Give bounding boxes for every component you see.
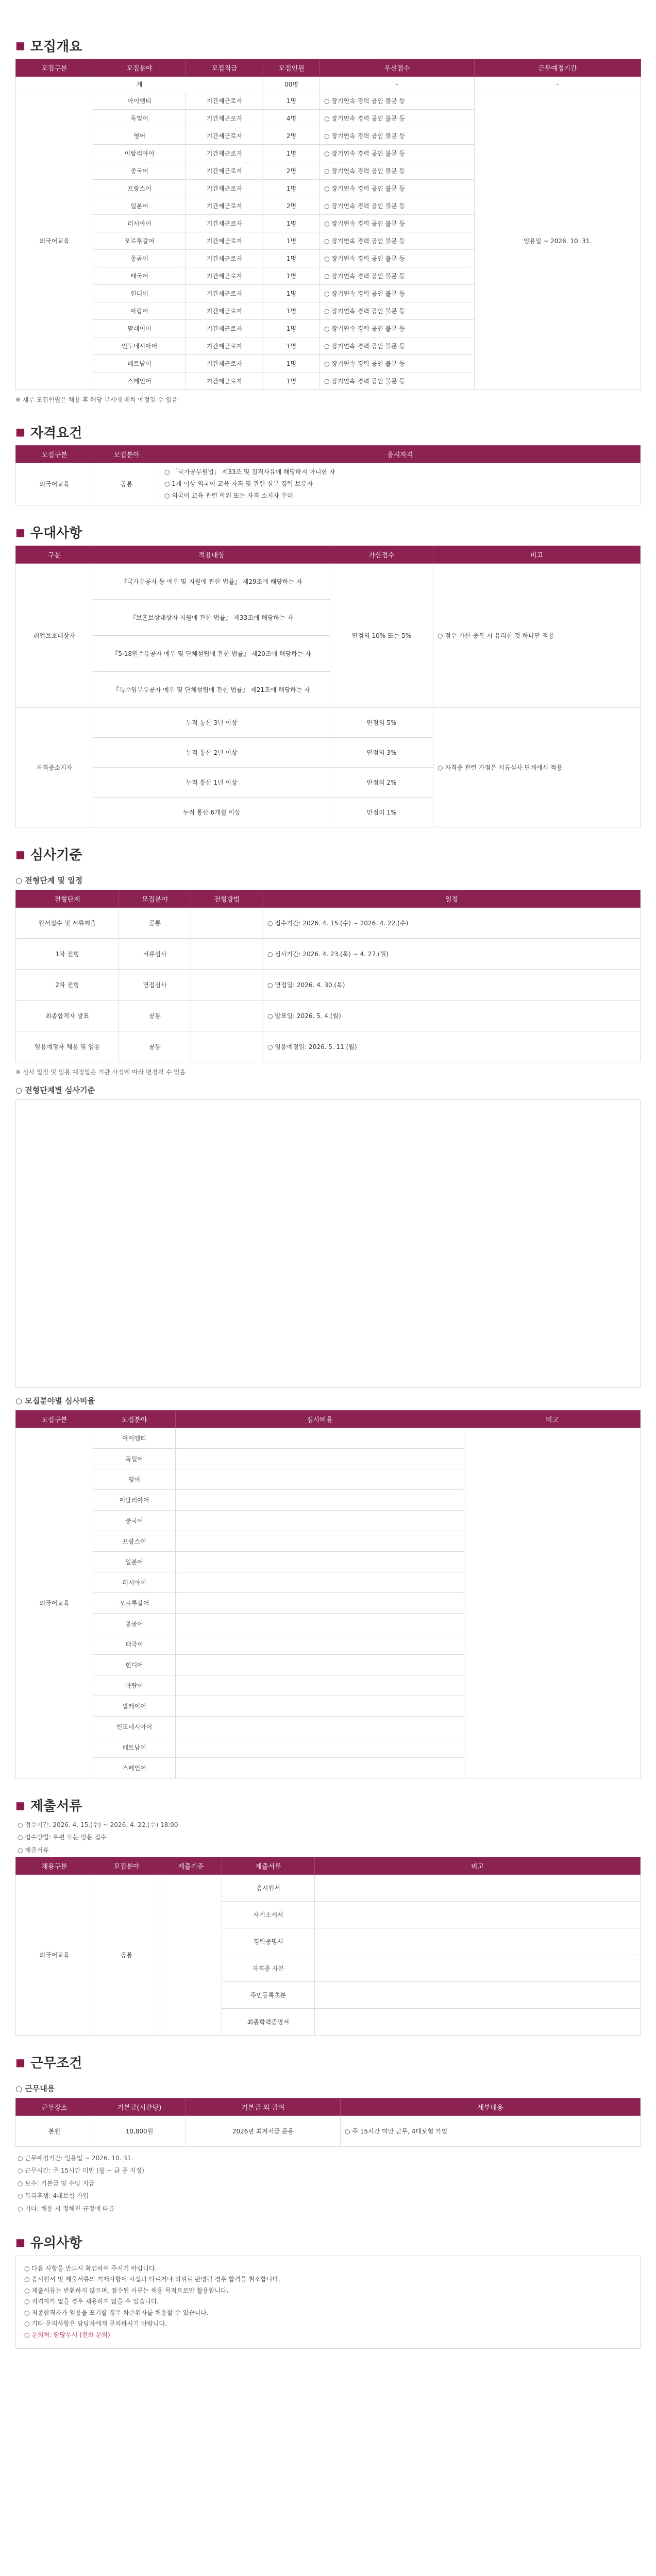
ratio-cell: [176, 1551, 464, 1572]
prefer-item: 누적 통산 6개월 이상: [93, 797, 330, 827]
col-header: 근무장소: [16, 2098, 93, 2115]
ratio-cell: [176, 1572, 464, 1592]
col-header: 전형단계: [16, 890, 119, 907]
priority-cell: ○ 장기연속 경력 공인 불문 등: [320, 215, 475, 232]
stage-method: [191, 907, 263, 938]
table-row: [16, 938, 641, 969]
notes-line: ○ 적격자가 없을 경우 채용하지 않을 수 있습니다.: [24, 2298, 159, 2306]
col-header: 전형방법: [191, 890, 263, 907]
count-cell: 1명: [263, 250, 320, 267]
docs-line: ○ 접수방법: 우편 또는 방문 접수: [18, 1834, 107, 1841]
table-row: [16, 92, 641, 110]
priority-cell: ○ 장기연속 경력 공인 불문 등: [320, 320, 475, 337]
stage-field: 공통: [119, 1000, 191, 1031]
section-title-evaluation: [15, 841, 641, 868]
priority-cell: ○ 장기연속 경력 공인 불문 등: [320, 110, 475, 127]
col-header: 모집인원: [263, 59, 320, 77]
prefer-item: 『5·18민주유공자 예우 및 단체설립에 관한 법률』 제20조에 해당하는 자: [93, 635, 330, 671]
ratio-cell: [176, 1428, 464, 1448]
field-cell: 이탈리아어: [93, 145, 186, 162]
field-cell: 중국어: [93, 162, 186, 180]
stage-schedule: ○ 심사기간: 2026. 4. 23.(목) ~ 4. 27.(월): [263, 938, 641, 969]
work-table: [15, 2098, 641, 2147]
col-header: 응시자격: [160, 446, 641, 463]
total-label: 계: [16, 77, 263, 92]
count-cell: 1명: [263, 180, 320, 197]
grade-cell: 기간제근로자: [186, 197, 263, 215]
section-marker-icon: ■: [15, 526, 25, 538]
section-marker-icon: ■: [15, 1799, 25, 1811]
field-cell: 말레이어: [93, 1696, 176, 1716]
section-marker-icon: ■: [15, 426, 25, 438]
prefer-item: 누적 통산 3년 이상: [93, 707, 330, 737]
stage-schedule: ○ 발표일: 2026. 5. 4.(월): [263, 1000, 641, 1031]
stage-field: 면접심사: [119, 969, 191, 1000]
grade-cell: 기간제근로자: [186, 267, 263, 285]
field-cell: 러시아어: [93, 1572, 176, 1592]
work-subheading: ○ 근무내용: [15, 2083, 55, 2093]
section-marker-icon: ■: [15, 2056, 25, 2069]
work-cell: 10,800원: [93, 2115, 186, 2146]
field-cell: 중국어: [93, 1510, 176, 1531]
priority-cell: ○ 장기연속 경력 공인 불문 등: [320, 92, 475, 110]
field-cell: 힌디어: [93, 285, 186, 302]
notes-line: ○ 응시원서 및 제출서류의 기재사항이 사실과 다르거나 허위로 판명될 경우 합격을 취소합니다.: [24, 2276, 280, 2283]
ratio-table: [15, 1410, 641, 1778]
stage-field: 공통: [119, 1031, 191, 1062]
ratio-remark: [464, 1428, 641, 1778]
grade-cell: 기간제근로자: [186, 180, 263, 197]
count-cell: 2명: [263, 127, 320, 145]
stage-method: [191, 969, 263, 1000]
grade-cell: 기간제근로자: [186, 372, 263, 390]
col-header: 모집구분: [16, 1410, 93, 1428]
qualify-category: 외국어교육: [16, 463, 93, 505]
priority-cell: ○ 장기연속 경력 공인 불문 등: [320, 197, 475, 215]
work-line: ○ 복리후생: 4대보험 가입: [18, 2192, 89, 2200]
docs-name: 자기소개서: [222, 1901, 315, 1928]
docs-line: ○ 제출서류: [18, 1846, 49, 1854]
group-cell: 외국어교육: [16, 92, 93, 390]
prefer-category: 취업보호대상자: [16, 563, 93, 707]
col-header: 모집구분: [16, 446, 93, 463]
col-header: 일정: [263, 890, 641, 907]
eval-subheading: ○ 모집분야별 심사비율: [15, 1396, 95, 1405]
notes-line: ○ 최종합격자가 임용을 포기할 경우 차순위자를 채용할 수 있습니다.: [24, 2309, 209, 2316]
table-row: [16, 907, 641, 938]
col-header: 채용구분: [16, 1857, 93, 1874]
table-row: [16, 1428, 641, 1448]
col-header: 근무예정기간: [475, 59, 641, 77]
prefer-remark: ○ 점수 가산 중복 시 유리한 것 하나만 적용: [433, 563, 641, 707]
field-cell: 아이엠티: [93, 92, 186, 110]
qualify-item: ○ 「국가공무원법」 제33조 및 결격사유에 해당하지 아니한 자: [164, 468, 335, 476]
field-cell: 프랑스어: [93, 180, 186, 197]
field-cell: 힌디어: [93, 1654, 176, 1675]
col-header: 비고: [464, 1410, 641, 1428]
ratio-cell: [176, 1469, 464, 1489]
stage-name: 1차 전형: [16, 938, 119, 969]
section-heading: 유의사항: [30, 2235, 82, 2251]
prefer-score: 만점의 1%: [330, 797, 433, 827]
grade-cell: 기간제근로자: [186, 232, 263, 250]
ratio-cell: [176, 1510, 464, 1531]
table-row: [16, 1031, 641, 1062]
total-priority: -: [320, 77, 475, 92]
docs-line: ○ 접수기간: 2026. 4. 15.(수) ~ 2026. 4. 22.(수) 18:00: [18, 1821, 178, 1828]
field-cell: 아랍어: [93, 302, 186, 320]
field-cell: 인도네시아어: [93, 1716, 176, 1737]
total-count: 00명: [263, 77, 320, 92]
priority-cell: ○ 장기연속 경력 공인 불문 등: [320, 372, 475, 390]
section-heading: 우대사항: [30, 526, 82, 541]
priority-cell: ○ 장기연속 경력 공인 불문 등: [320, 267, 475, 285]
prefer-item: 『국가유공자 등 예우 및 지원에 관한 법률』 제29조에 해당하는 자: [93, 563, 330, 599]
period-cell: 임용일 ~ 2026. 10. 31.: [475, 92, 641, 390]
notes-contact: ○ 문의처: 담당부서 (전화 문의): [24, 2331, 110, 2339]
ratio-cell: [176, 1531, 464, 1551]
notes-box: [15, 2256, 641, 2349]
priority-cell: ○ 장기연속 경력 공인 불문 등: [320, 232, 475, 250]
docs-remark: [315, 1928, 641, 1955]
docs-name: 주민등록초본: [222, 1981, 315, 2008]
section-title-overview: [15, 32, 641, 59]
col-header: 우선접수: [320, 59, 475, 77]
ratio-cell: [176, 1592, 464, 1613]
field-cell: 말레이어: [93, 320, 186, 337]
ratio-cell: [176, 1634, 464, 1654]
docs-name: 응시원서: [222, 1874, 315, 1901]
count-cell: 1명: [263, 302, 320, 320]
count-cell: 1명: [263, 372, 320, 390]
stage-name: 최종합격자 발표: [16, 1000, 119, 1031]
prefer-table: [15, 546, 641, 827]
ratio-cell: [176, 1613, 464, 1634]
count-cell: 1명: [263, 92, 320, 110]
field-cell: 베트남어: [93, 355, 186, 372]
priority-cell: ○ 장기연속 경력 공인 불문 등: [320, 285, 475, 302]
field-cell: 태국어: [93, 1634, 176, 1654]
section-marker-icon: ■: [15, 39, 25, 52]
stage-schedule: ○ 접수기간: 2026. 4. 15.(수) ~ 2026. 4. 22.(수): [263, 907, 641, 938]
priority-cell: ○ 장기연속 경력 공인 불문 등: [320, 250, 475, 267]
priority-cell: ○ 장기연속 경력 공인 불문 등: [320, 145, 475, 162]
prefer-item: 누적 통산 1년 이상: [93, 767, 330, 797]
field-cell: 프랑스어: [93, 1531, 176, 1551]
work-line: ○ 근무시간: 주 15시간 미만 (월 ~ 금 중 지정): [18, 2167, 144, 2175]
count-cell: 1명: [263, 232, 320, 250]
stage-field: 공통: [119, 907, 191, 938]
prefer-score: 만점의 2%: [330, 767, 433, 797]
grade-cell: 기간제근로자: [186, 285, 263, 302]
prefer-item: 『보훈보상대상자 지원에 관한 법률』 제33조에 해당하는 자: [93, 599, 330, 635]
field-cell: 일본어: [93, 1551, 176, 1572]
docs-field: 공통: [93, 1874, 160, 2035]
docs-remark: [315, 2008, 641, 2035]
col-header: 기본급 외 급여: [186, 2098, 341, 2115]
field-cell: 몽골어: [93, 1613, 176, 1634]
notes-line: ○ 다음 사항을 반드시 확인하여 주시기 바랍니다.: [24, 2264, 157, 2272]
work-line: ○ 기타: 채용 시 정해진 규정에 따름: [18, 2205, 115, 2212]
grade-cell: 기간제근로자: [186, 110, 263, 127]
docs-name: 자격증 사본: [222, 1955, 315, 1981]
docs-intro: [15, 1819, 641, 1857]
table-row: [16, 1874, 641, 1901]
qualify-item: ○ 1개 이상 외국어 교육 자격 및 관련 실무 경력 보유자: [164, 480, 313, 487]
field-cell: 스페인어: [93, 372, 186, 390]
field-cell: 베트남어: [93, 1737, 176, 1757]
recruit-table: [15, 59, 641, 390]
section-heading: 심사기준: [30, 848, 82, 863]
section-title-qualification: [15, 418, 641, 445]
eval-note: ※ 심사 일정 및 임용 예정일은 기관 사정에 따라 변경될 수 있음: [15, 1068, 186, 1076]
docs-type: 외국어교육: [16, 1874, 93, 2035]
prefer-score: 만점의 3%: [330, 737, 433, 767]
ratio-cell: [176, 1716, 464, 1737]
section-title-work: [15, 2049, 641, 2076]
grade-cell: 기간제근로자: [186, 250, 263, 267]
field-cell: 태국어: [93, 267, 186, 285]
eval-subheading: ○ 전형단계별 심사기준: [15, 1085, 95, 1095]
group-cell: 외국어교육: [16, 1428, 93, 1778]
count-cell: 1명: [263, 337, 320, 355]
count-cell: 2명: [263, 162, 320, 180]
work-line: ○ 근무예정기간: 임용일 ~ 2026. 10. 31.: [18, 2154, 133, 2162]
section-heading: 모집개요: [30, 39, 82, 55]
prefer-score: 만점의 5%: [330, 707, 433, 737]
docs-name: 최종학력증명서: [222, 2008, 315, 2035]
field-cell: 스페인어: [93, 1757, 176, 1778]
docs-remark: [315, 1901, 641, 1928]
count-cell: 2명: [263, 197, 320, 215]
grade-cell: 기간제근로자: [186, 162, 263, 180]
count-cell: 1명: [263, 267, 320, 285]
prefer-score: 만점의 10% 또는 5%: [330, 563, 433, 707]
ratio-cell: [176, 1696, 464, 1716]
stage-schedule: ○ 임용예정일: 2026. 5. 11.(월): [263, 1031, 641, 1062]
stage-schedule: ○ 면접일: 2026. 4. 30.(목): [263, 969, 641, 1000]
col-header: 모집구분: [16, 59, 93, 77]
ratio-cell: [176, 1654, 464, 1675]
work-list: [15, 2152, 641, 2215]
docs-remark: [315, 1981, 641, 2008]
col-header: 제출기준: [160, 1857, 222, 1874]
col-header: 세부내용: [341, 2098, 641, 2115]
grade-cell: 기간제근로자: [186, 320, 263, 337]
col-header: 모집분야: [93, 1410, 176, 1428]
col-header: 모집분야: [93, 59, 186, 77]
section-marker-icon: ■: [15, 848, 25, 860]
count-cell: 1명: [263, 215, 320, 232]
field-cell: 이탈리아어: [93, 1489, 176, 1510]
priority-cell: ○ 장기연속 경력 공인 불문 등: [320, 355, 475, 372]
docs-table: [15, 1857, 641, 2036]
col-header: 가산점수: [330, 546, 433, 563]
field-cell: 포르투갈어: [93, 1592, 176, 1613]
work-cell: 2026년 최저시급 준용: [186, 2115, 341, 2146]
ratio-cell: [176, 1448, 464, 1469]
grade-cell: 기간제근로자: [186, 215, 263, 232]
prefer-remark: ○ 자격증 관련 가점은 서류심사 단계에서 적용: [433, 707, 641, 827]
col-header: 적용대상: [93, 546, 330, 563]
priority-cell: ○ 장기연속 경력 공인 불문 등: [320, 337, 475, 355]
field-cell: 영어: [93, 1469, 176, 1489]
col-header: 모집분야: [93, 446, 160, 463]
grade-cell: 기간제근로자: [186, 145, 263, 162]
col-header: 모집분야: [119, 890, 191, 907]
count-cell: 1명: [263, 355, 320, 372]
docs-basis: [160, 1874, 222, 2035]
ratio-cell: [176, 1737, 464, 1757]
ratio-cell: [176, 1489, 464, 1510]
col-header: 모집분야: [93, 1857, 160, 1874]
col-header: 기본급(시간당): [93, 2098, 186, 2115]
col-header: 모집직급: [186, 59, 263, 77]
ratio-cell: [176, 1675, 464, 1696]
field-cell: 일본어: [93, 197, 186, 215]
priority-cell: ○ 장기연속 경력 공인 불문 등: [320, 162, 475, 180]
prefer-item: 『특수임무유공자 예우 및 단체설립에 관한 법률』 제21조에 해당하는 자: [93, 671, 330, 707]
field-cell: 러시아어: [93, 215, 186, 232]
criteria-box: [15, 1099, 641, 1388]
docs-remark: [315, 1874, 641, 1901]
field-cell: 몽골어: [93, 250, 186, 267]
stage-method: [191, 1000, 263, 1031]
total-period: -: [475, 77, 641, 92]
stage-name: 2차 전형: [16, 969, 119, 1000]
work-cell: 본원: [16, 2115, 93, 2146]
col-header: 심사비율: [176, 1410, 464, 1428]
section-heading: 근무조건: [30, 2056, 82, 2072]
qualify-item: ○ 외국어 교육 관련 학위 또는 자격 소지자 우대: [164, 492, 293, 499]
qualify-table: [15, 445, 641, 505]
field-cell: 아이엠티: [93, 1428, 176, 1448]
col-header: 비고: [433, 546, 641, 563]
count-cell: 4명: [263, 110, 320, 127]
field-cell: 아랍어: [93, 1675, 176, 1696]
docs-name: 경력증명서: [222, 1928, 315, 1955]
priority-cell: ○ 장기연속 경력 공인 불문 등: [320, 127, 475, 145]
grade-cell: 기간제근로자: [186, 337, 263, 355]
qualify-field: 공통: [93, 463, 160, 505]
col-header: 구분: [16, 546, 93, 563]
section-title-preference: [15, 519, 641, 546]
count-cell: 1명: [263, 145, 320, 162]
notes-line: ○ 기타 문의사항은 담당자에게 문의하시기 바랍니다.: [24, 2320, 167, 2328]
grade-cell: 기간제근로자: [186, 355, 263, 372]
section-title-documents: [15, 1792, 641, 1819]
count-cell: 1명: [263, 320, 320, 337]
stage-name: 임용예정자 채용 및 임용: [16, 1031, 119, 1062]
grade-cell: 기간제근로자: [186, 127, 263, 145]
priority-cell: ○ 장기연속 경력 공인 불문 등: [320, 180, 475, 197]
work-line: ○ 보수: 기본급 및 수당 지급: [18, 2179, 95, 2187]
field-cell: 포르투갈어: [93, 232, 186, 250]
total-row: [16, 77, 641, 92]
section-heading: 자격요건: [30, 425, 82, 441]
recruit-note: ※ 세부 모집인원은 채용 후 해당 부서에 배치 예정일 수 있음: [15, 396, 178, 403]
table-row: [16, 1000, 641, 1031]
prefer-item: 누적 통산 2년 이상: [93, 737, 330, 767]
col-header: 제출서류: [222, 1857, 315, 1874]
notes-line: ○ 제출서류는 반환하지 않으며, 접수된 서류는 채용 목적으로만 활용합니다.: [24, 2286, 229, 2294]
section-marker-icon: ■: [15, 2235, 25, 2248]
priority-cell: ○ 장기연속 경력 공인 불문 등: [320, 302, 475, 320]
work-cell: ○ 주 15시간 미만 근무, 4대보험 가입: [341, 2115, 641, 2146]
section-heading: 제출서류: [30, 1799, 82, 1815]
prefer-category: 자격증소지자: [16, 707, 93, 827]
qualify-items: [160, 463, 641, 505]
eval-subheading: ○ 전형단계 및 일정: [15, 875, 83, 885]
docs-remark: [315, 1955, 641, 1981]
count-cell: 1명: [263, 285, 320, 302]
field-cell: 독일어: [93, 1448, 176, 1469]
table-row: [16, 969, 641, 1000]
ratio-cell: [176, 1757, 464, 1778]
stage-method: [191, 938, 263, 969]
grade-cell: 기간제근로자: [186, 302, 263, 320]
stage-name: 원서접수 및 서류제출: [16, 907, 119, 938]
field-cell: 독일어: [93, 110, 186, 127]
stage-table: [15, 890, 641, 1062]
col-header: 비고: [315, 1857, 641, 1874]
grade-cell: 기간제근로자: [186, 92, 263, 110]
section-title-notes: [15, 2229, 641, 2256]
stage-field: 서류심사: [119, 938, 191, 969]
field-cell: 인도네시아어: [93, 337, 186, 355]
stage-method: [191, 1031, 263, 1062]
field-cell: 영어: [93, 127, 186, 145]
